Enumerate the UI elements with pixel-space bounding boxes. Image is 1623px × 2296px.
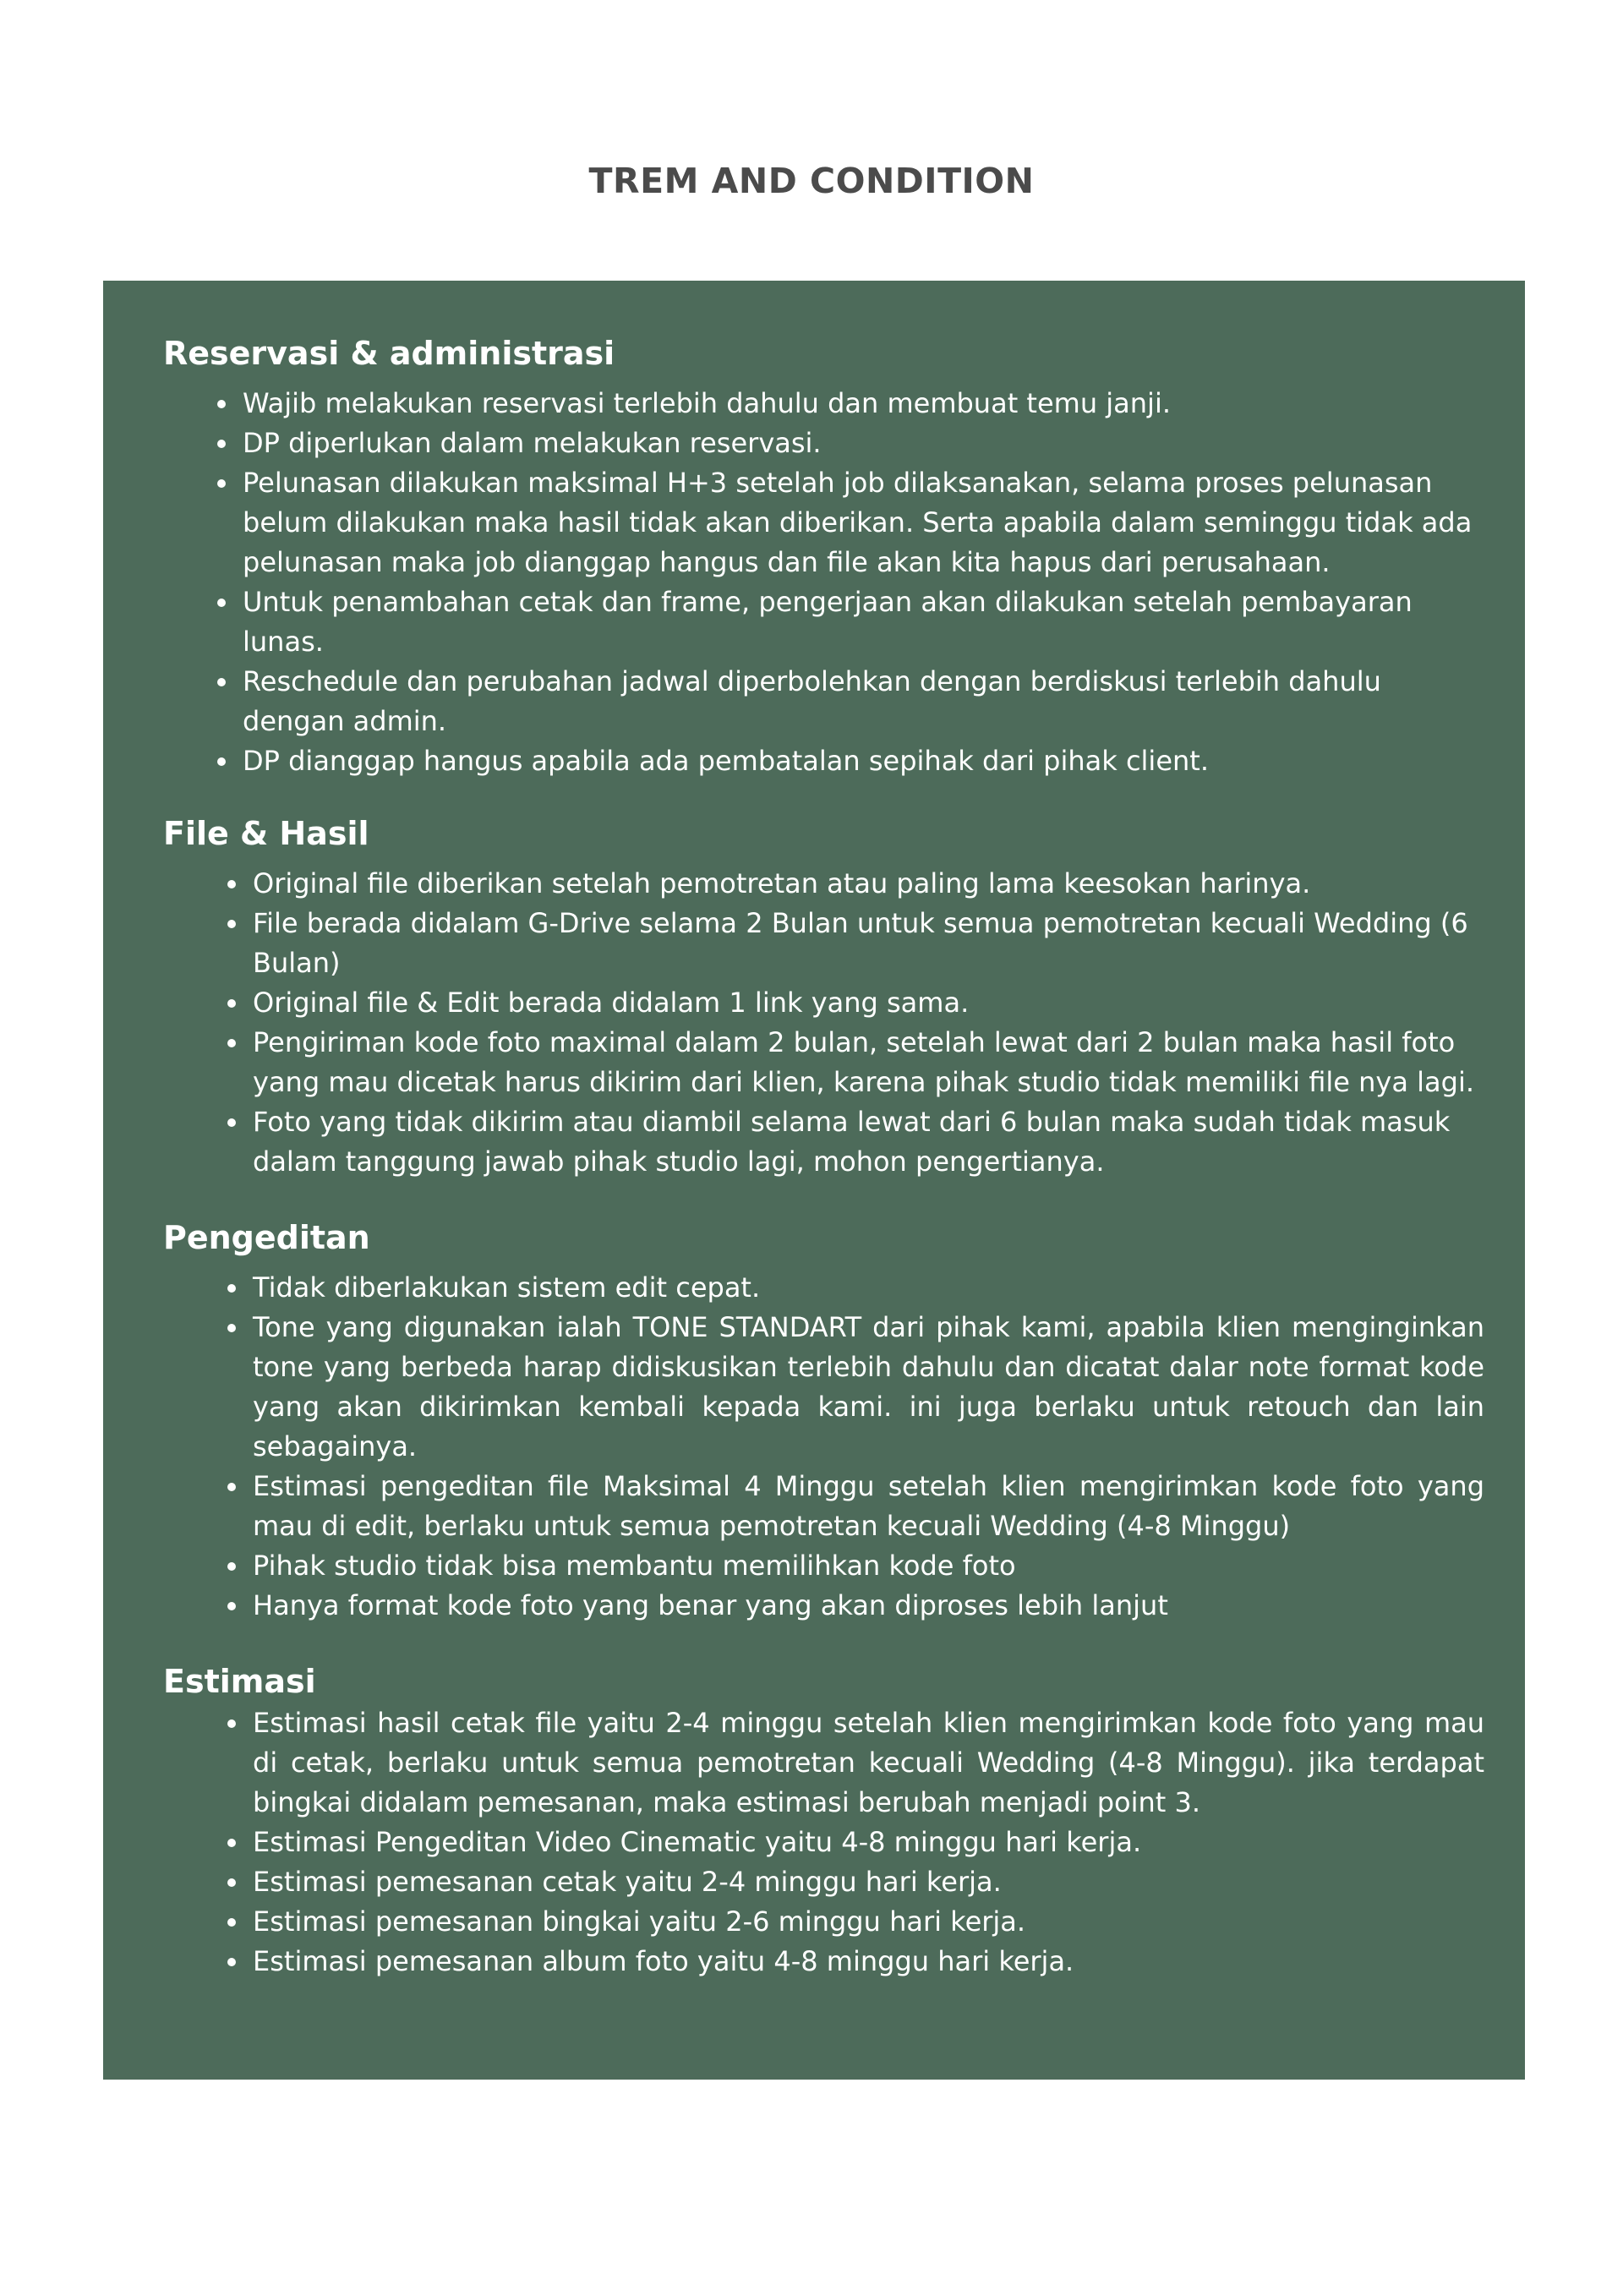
list-item: Estimasi pemesanan cetak yaitu 2-4 minggu hari kerja. [163,1862,1484,1902]
section-estimasi [163,1659,1484,1982]
list-item: Tidak diberlakukan sistem edit cepat. [163,1268,1484,1308]
section-heading: Pengeditan [163,1219,370,1256]
list-item: Hanya format kode foto yang benar yang akan diproses lebih lanjut [163,1586,1484,1626]
section-heading: File & Hasil [163,815,369,852]
list-item: Tone yang digunakan ialah TONE STANDART dari pihak kami, apabila klien menginginkan tone yang berbeda harap didiskusikan terlebih dahulu dan dicatat dalar note format kode yang akan dikirimkan kembali kepada kami. ini juga berlaku untuk retouch dan lain sebagainya. [163,1308,1484,1467]
list-item: Reschedule dan perubahan jadwal diperbolehkan dengan berdiskusi terlebih dahulu dengan admin. [163,662,1484,741]
list-item: Estimasi Pengeditan Video Cinematic yaitu 4-8 minggu hari kerja. [163,1823,1484,1862]
list-item: DP dianggap hangus apabila ada pembatalan sepihak dari pihak client. [163,741,1484,781]
list-item: Estimasi hasil cetak file yaitu 2-4 minggu setelah klien mengirimkan kode foto yang mau di cetak, berlaku untuk semua pemotretan kecuali Wedding (4-8 Minggu). jika terdapat bingkai didalam pemesanan, maka estimasi berubah menjadi point 3. [163,1703,1484,1823]
bullet-list [163,1703,1484,1982]
section-pengeditan [163,1216,1484,1626]
section-reservasi [163,331,1484,781]
list-item: Pengiriman kode foto maximal dalam 2 bulan, setelah lewat dari 2 bulan maka hasil foto yang mau dicetak harus dikirim dari klien, karena pihak studio tidak memiliki file nya lagi. [163,1023,1484,1102]
list-item: Original file diberikan setelah pemotretan atau paling lama keesokan harinya. [163,864,1484,904]
bullet-list [163,864,1484,1182]
list-item: Untuk penambahan cetak dan frame, pengerjaan akan dilakukan setelah pembayaran lunas. [163,582,1484,662]
list-item: Pelunasan dilakukan maksimal H+3 setelah job dilaksanakan, selama proses pelunasan belum dilakukan maka hasil tidak akan diberikan. Serta apabila dalam seminggu tidak ada pelunasan maka job dianggap hangus dan file akan kita hapus dari perusahaan. [163,463,1484,582]
bullet-list [163,384,1484,781]
section-file-hasil [163,812,1484,1182]
section-heading: Reservasi & administrasi [163,335,615,372]
list-item: Estimasi pemesanan bingkai yaitu 2-6 minggu hari kerja. [163,1902,1484,1942]
page-title: TREM AND CONDITION [588,161,1035,201]
list-item: Estimasi pengeditan file Maksimal 4 Minggu setelah klien mengirimkan kode foto yang mau di edit, berlaku untuk semua pemotretan kecuali Wedding (4-8 Minggu) [163,1467,1484,1546]
list-item: Wajib melakukan reservasi terlebih dahulu dan membuat temu janji. [163,384,1484,424]
section-heading: Estimasi [163,1663,316,1700]
list-item: DP diperlukan dalam melakukan reservasi. [163,424,1484,463]
list-item: Estimasi pemesanan album foto yaitu 4-8 minggu hari kerja. [163,1942,1484,1982]
terms-panel [103,281,1525,2080]
bullet-list [163,1268,1484,1626]
list-item: Foto yang tidak dikirim atau diambil selama lewat dari 6 bulan maka sudah tidak masuk dalam tanggung jawab pihak studio lagi, mohon pengertianya. [163,1102,1484,1182]
list-item: File berada didalam G-Drive selama 2 Bulan untuk semua pemotretan kecuali Wedding (6 Bulan) [163,904,1484,983]
list-item: Pihak studio tidak bisa membantu memilihkan kode foto [163,1546,1484,1586]
list-item: Original file & Edit berada didalam 1 link yang sama. [163,983,1484,1023]
